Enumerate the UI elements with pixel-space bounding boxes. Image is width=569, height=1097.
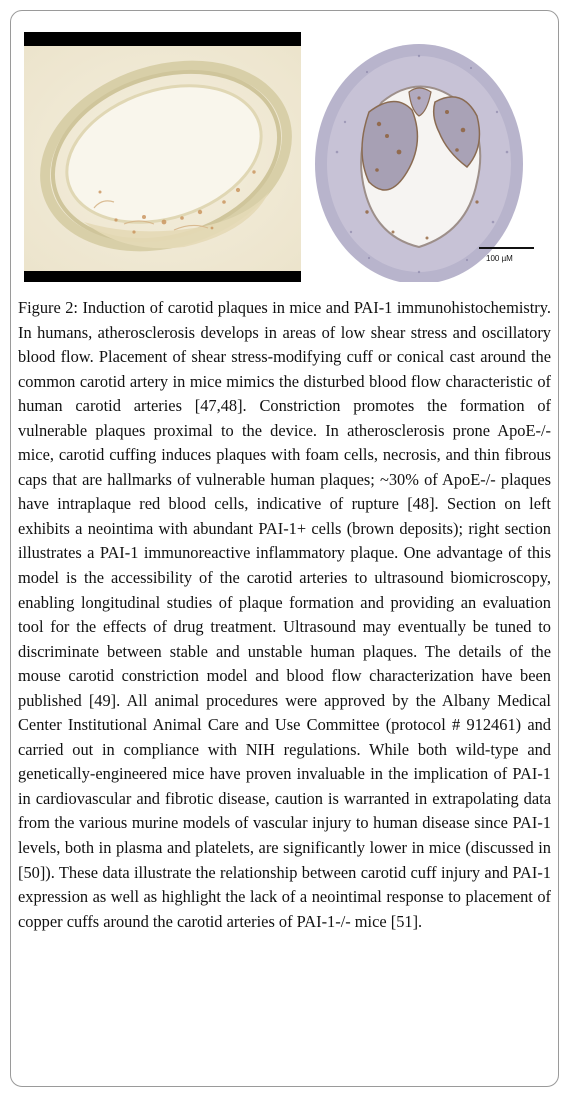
figure-caption [18,296,551,934]
micrograph-left [24,32,301,282]
micrograph-right [307,32,547,282]
figure-label: Figure 2: [18,298,78,317]
scale-bar-label: 100 µM [486,254,513,263]
plaque-section-right-image [307,32,547,282]
artery-section-left-image [24,32,301,282]
figure-caption-text: Induction of carotid plaques in mice and PAI-1 immunohistochemistry. In humans, atherosclerosis develops in areas of low shear stress and oscillatory blood flow. Placement of shear stress-modifying cuff or conical cast around the common carotid artery in mice mimics the disturbed blood flow characteristic of human carotid arteries [47,48]. Constriction promotes the formation of vulnerable plaques proximal to the device. In atherosclerosis prone ApoE-/- mice, carotid cuffing induces plaques with foam cells, necrosis, and thin fibrous caps that are hallmarks of vulnerable human plaques; ~30% of ApoE-/- plaques have intraplaque red blood cells, indicative of rupture [48]. Section on left exhibits a neointima with abundant PAI-1+ cells (brown deposits); right section illustrates a PAI-1 immunoreactive inflammatory plaque. One advantage of this model is the accessibility of the carotid arteries to ultrasound biomicroscopy, enabling longitudinal studies of plaque formation and providing an evaluation tool for the effects of drug treatment. Ultrasound may eventually be tuned to discriminate between stable and unstable human plaques. The details of the mouse carotid constriction model and blood flow characterization have been published [49]. All animal procedures were approved by the Albany Medical Center Institutional Animal Care and Use Committee (protocol # 912461) and carried out in compliance with NIH regulations. While both wild-type and genetically-engineered mice have proven invaluable in the implication of PAI-1 in cardiovascular and fibrotic disease, caution is warranted in extrapolating data from the various murine models of vascular injury to human disease since PAI-1 levels, both in plasma and platelets, are significantly lower in mice (discussed in [50]). These data illustrate the relationship between carotid cuff injury and PAI-1 expression as well as highlight the lack of a neointimal response to placement of copper cuffs around the carotid arteries of PAI-1-/- mice [51]. [18,298,551,931]
scale-bar [479,247,534,249]
